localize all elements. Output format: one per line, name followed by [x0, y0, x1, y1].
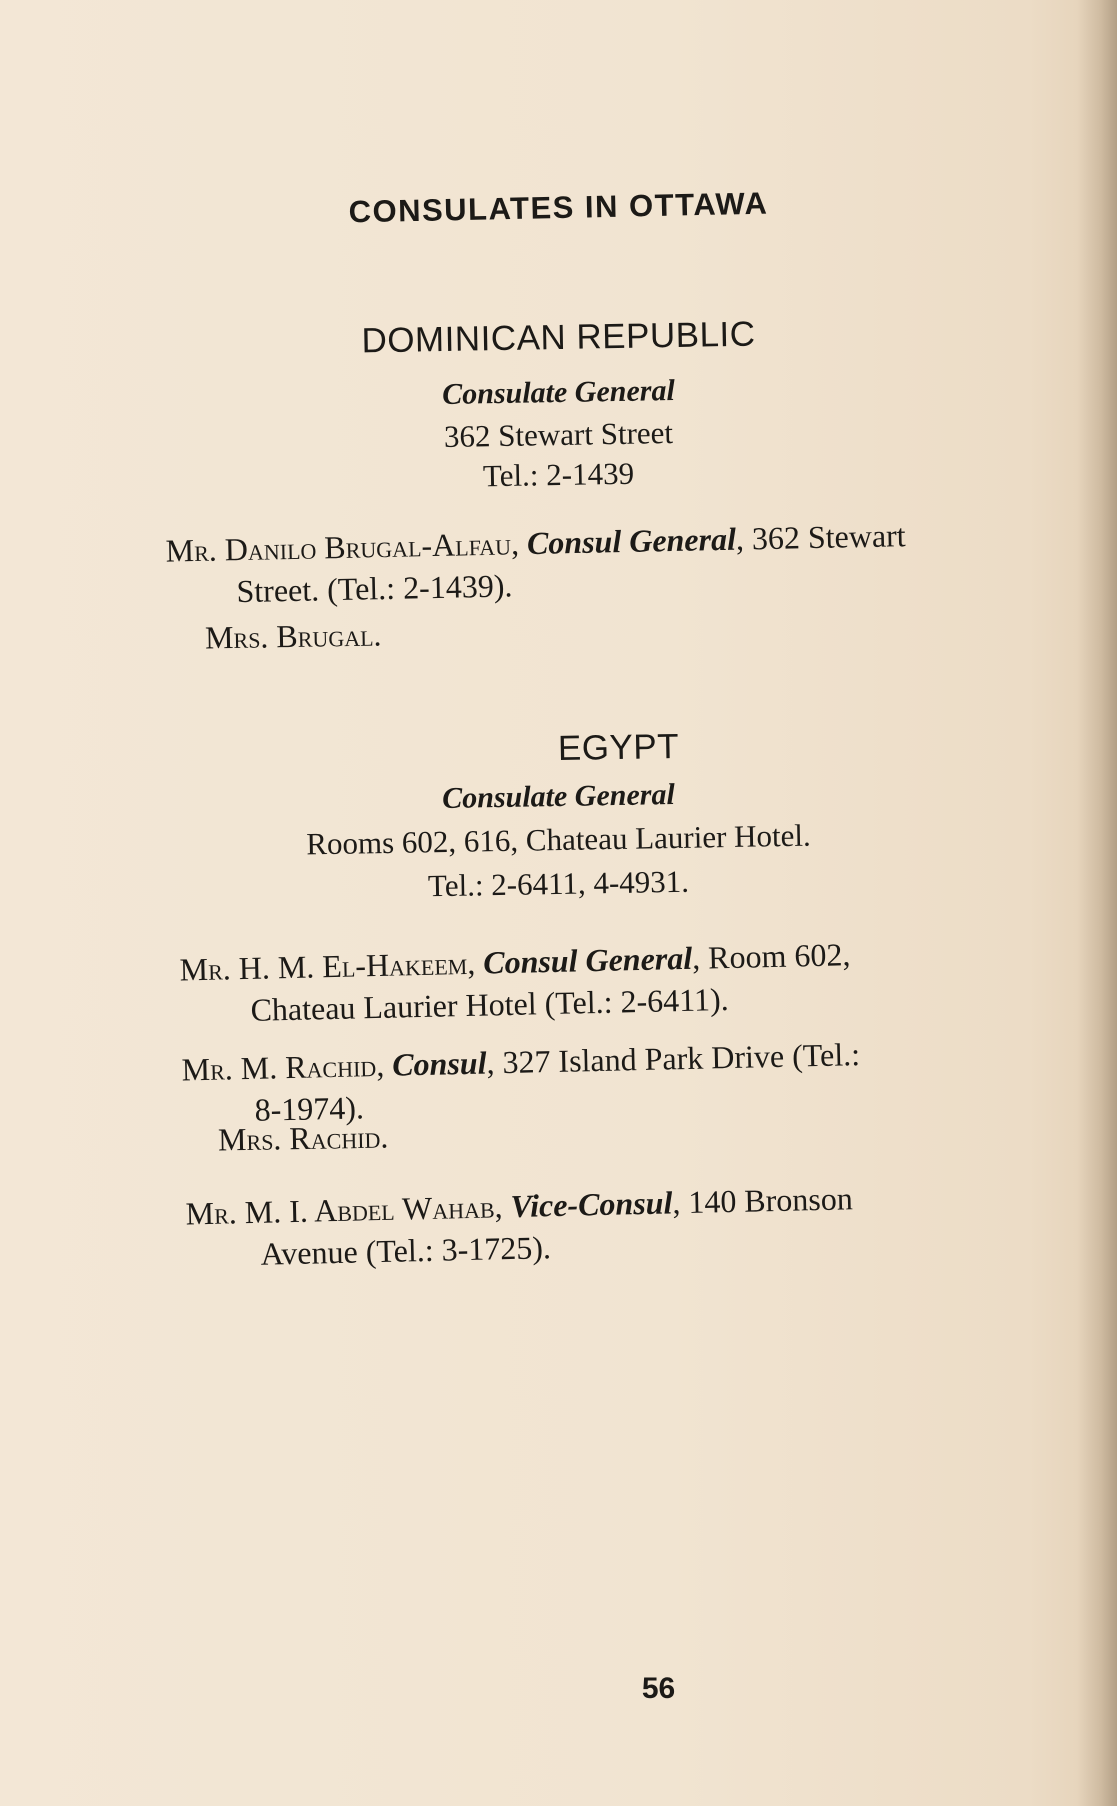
entry-address: , 140 Bronson	[671, 1180, 854, 1221]
page-title: CONSULATES IN OTTAWA	[348, 185, 769, 230]
entry-name: Danilo Brugal-Alfau	[224, 525, 512, 568]
entry-name: M. Rachid	[240, 1047, 377, 1087]
entry-address: , 327 Island Park Drive (Tel.:	[486, 1036, 861, 1081]
entry-title: Consul	[391, 1044, 487, 1083]
egypt-address: Rooms 602, 616, Chateau Laurier Hotel.	[305, 817, 812, 862]
dominican-address: 362 Stewart Street	[443, 415, 674, 454]
entry-address: , Room 602,	[691, 936, 851, 976]
entry-title: Consul General	[482, 939, 693, 981]
egypt-spouse: Mrs. Rachid.	[217, 1118, 389, 1158]
entry-address: , 362 Stewart	[735, 517, 906, 557]
page-number: 56	[641, 1672, 676, 1705]
entry-prefix: Mr.	[165, 531, 218, 569]
book-spine-shadow	[1077, 0, 1117, 1806]
dominican-office-type: Consulate General	[441, 373, 676, 412]
entry-continuation: Avenue (Tel.: 3-1725).	[260, 1229, 552, 1272]
egypt-telephone: Tel.: 2-6411, 4-4931.	[427, 863, 690, 904]
entry-title: Consul General	[526, 520, 737, 562]
entry-prefix: Mr.	[185, 1194, 238, 1232]
entry-title: Vice-Consul	[510, 1184, 673, 1225]
egypt-entry-1: Mr. H. M. El-Hakeem, Consul General, Room 602, Chateau Laurier Hotel (Tel.: 2-6411).	[179, 928, 1101, 1033]
entry-name: H. M. El-Hakeem	[238, 944, 468, 987]
entry-continuation: Street. (Tel.: 2-1439).	[236, 567, 513, 610]
egypt-entry-2: Mr. M. Rachid, Consul, 327 Island Park Drive (Tel.: 8-1974).	[181, 1028, 1103, 1133]
egypt-entry-3: Mr. M. I. Abdel Wahab, Vice-Consul, 140 Bronson Avenue (Tel.: 3-1725).	[185, 1172, 1107, 1277]
dominican-telephone: Tel.: 2-1439	[482, 455, 635, 494]
entry-prefix: Mr.	[179, 950, 232, 988]
section-heading-egypt: EGYPT	[557, 726, 680, 769]
entry-continuation: Chateau Laurier Hotel (Tel.: 2-6411).	[250, 980, 730, 1028]
entry-name: M. I. Abdel Wahab	[244, 1188, 495, 1231]
dominican-spouse: Mrs. Brugal.	[204, 616, 382, 656]
entry-prefix: Mr.	[181, 1050, 234, 1088]
egypt-office-type: Consulate General	[441, 777, 676, 816]
section-heading-dominican-republic: DOMINICAN REPUBLIC	[361, 314, 756, 361]
dominican-entry-1: Mr. Danilo Brugal-Alfau, Consul General, 362 Stewart Street. (Tel.: 2-1439).	[165, 510, 1087, 613]
entry-continuation: 8-1974).	[254, 1089, 365, 1128]
